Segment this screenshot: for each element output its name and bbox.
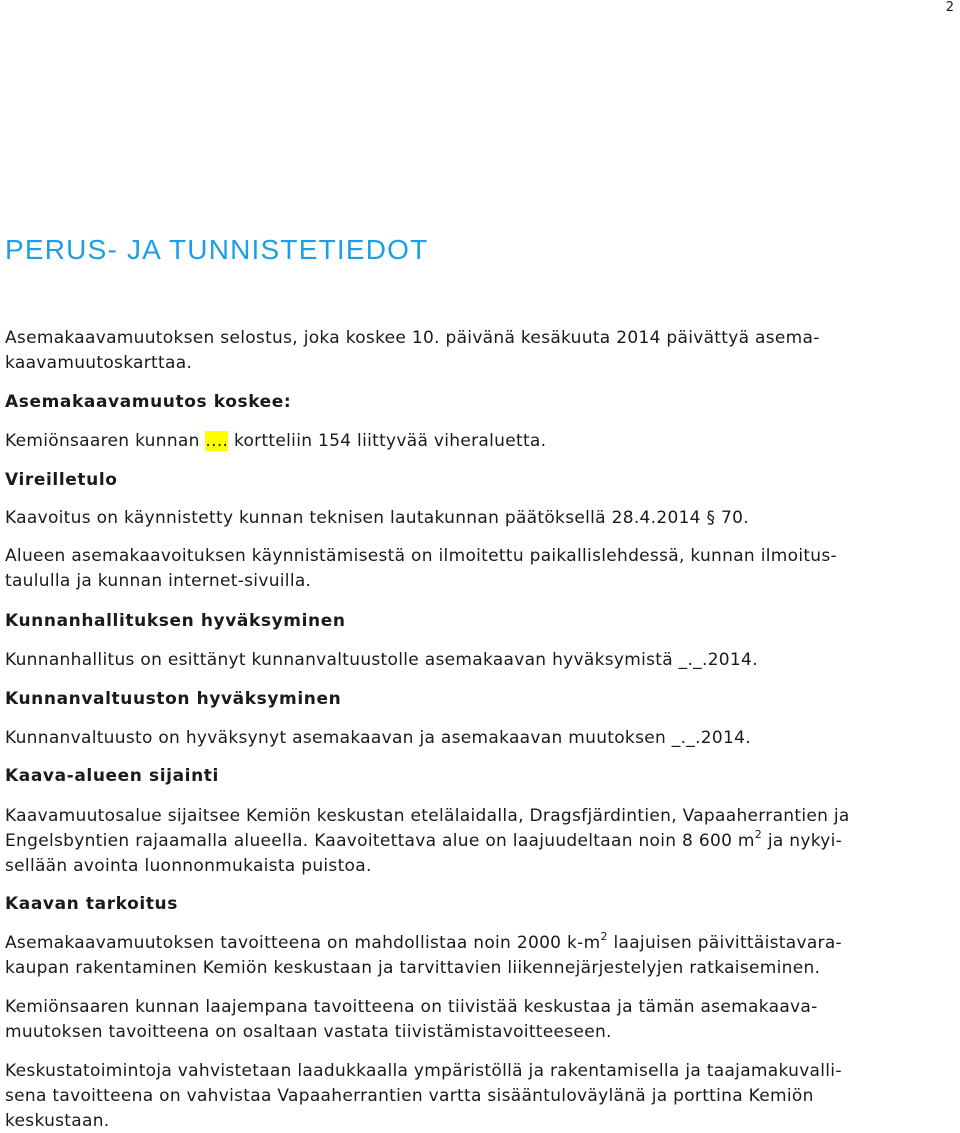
purpose-p3-line-2: sena tavoitteena on vahvistaa Vapaaherrantien vartta sisääntuloväylänä ja porttina Kemiön [5, 1086, 814, 1106]
concerns-text [5, 430, 546, 452]
purpose-p2-line-1: Kemiönsaaren kunnan laajempana tavoitteena on tiivistää keskustaa ja tämän asemakaava- [5, 997, 818, 1017]
location-line-2-end: ja nykyi- [762, 831, 843, 851]
initiation-title: Vireilletulo [5, 470, 118, 490]
superscript-2: 2 [754, 828, 763, 841]
purpose-p1-line-2: kaupan rakentaminen Kemiön keskustaan ja tarvittavien liikennejärjestelyjen ratkaiseminen. [5, 958, 821, 978]
purpose-title: Kaavan tarkoitus [5, 894, 178, 914]
purpose-p1-line-1-end: laajuisen päivittäistavara- [607, 933, 842, 953]
location-line-2 [5, 830, 842, 852]
council-approval-title: Kunnanvaltuuston hyväksyminen [5, 689, 342, 709]
concerns-title: Asemakaavamuutos koskee: [5, 392, 292, 412]
page-title: PERUS- JA TUNNISTETIEDOT [5, 234, 429, 265]
concerns-text-after: kortteliin 154 liittyvää viheraluetta. [228, 431, 547, 451]
initiation-p2-line-2: taululla ja kunnan internet-sivuilla. [5, 571, 312, 591]
initiation-p2-line-1: Alueen asemakaavoituksen käynnistämisestä on ilmoitettu paikallislehdessä, kunnan ilmoitus- [5, 546, 837, 566]
location-line-1: Kaavamuutosalue sijaitsee Kemiön keskustan etelälaidalla, Dragsfjärdintien, Vapaaherrantien ja [5, 806, 850, 826]
purpose-p1-line-1-text: Asemakaavamuutoksen tavoitteena on mahdollistaa noin 2000 k-m [5, 933, 601, 953]
location-title: Kaava-alueen sijainti [5, 766, 219, 786]
concerns-text-before: Kemiönsaaren kunnan [5, 431, 206, 451]
location-line-2-text: Engelsbyntien rajaamalla alueella. Kaavoitettava alue on laajuudeltaan noin 8 600 m [5, 831, 755, 851]
purpose-p1-line-1 [5, 932, 842, 954]
highlighted-placeholder: .... [205, 431, 229, 451]
board-approval-title: Kunnanhallituksen hyväksyminen [5, 611, 346, 631]
initiation-p1: Kaavoitus on käynnistetty kunnan teknisen lautakunnan päätöksellä 28.4.2014 § 70. [5, 508, 749, 528]
intro-line-2: kaavamuutoskarttaa. [5, 353, 193, 373]
intro-line-1: Asemakaavamuutoksen selostus, joka koskee 10. päivänä kesäkuuta 2014 päivättyä asema- [5, 328, 820, 348]
purpose-p3-line-3: keskustaan. [5, 1111, 110, 1131]
purpose-p2-line-2: muutoksen tavoitteena on osaltaan vastata tiivistämistavoitteeseen. [5, 1022, 612, 1042]
council-approval-text: Kunnanvaltuusto on hyväksynyt asemakaavan ja asemakaavan muutoksen _._.2014. [5, 728, 751, 748]
purpose-p3-line-1: Keskustatoimintoja vahvistetaan laadukkaalla ympäristöllä ja rakentamisella ja taajamakuvalli- [5, 1061, 842, 1081]
board-approval-text: Kunnanhallitus on esittänyt kunnanvaltuustolle asemakaavan hyväksymistä _._.2014. [5, 650, 758, 670]
page-number: 2 [945, 0, 954, 15]
superscript-2: 2 [600, 930, 608, 943]
location-line-3: sellään avointa luonnonmukaista puistoa. [5, 856, 372, 876]
